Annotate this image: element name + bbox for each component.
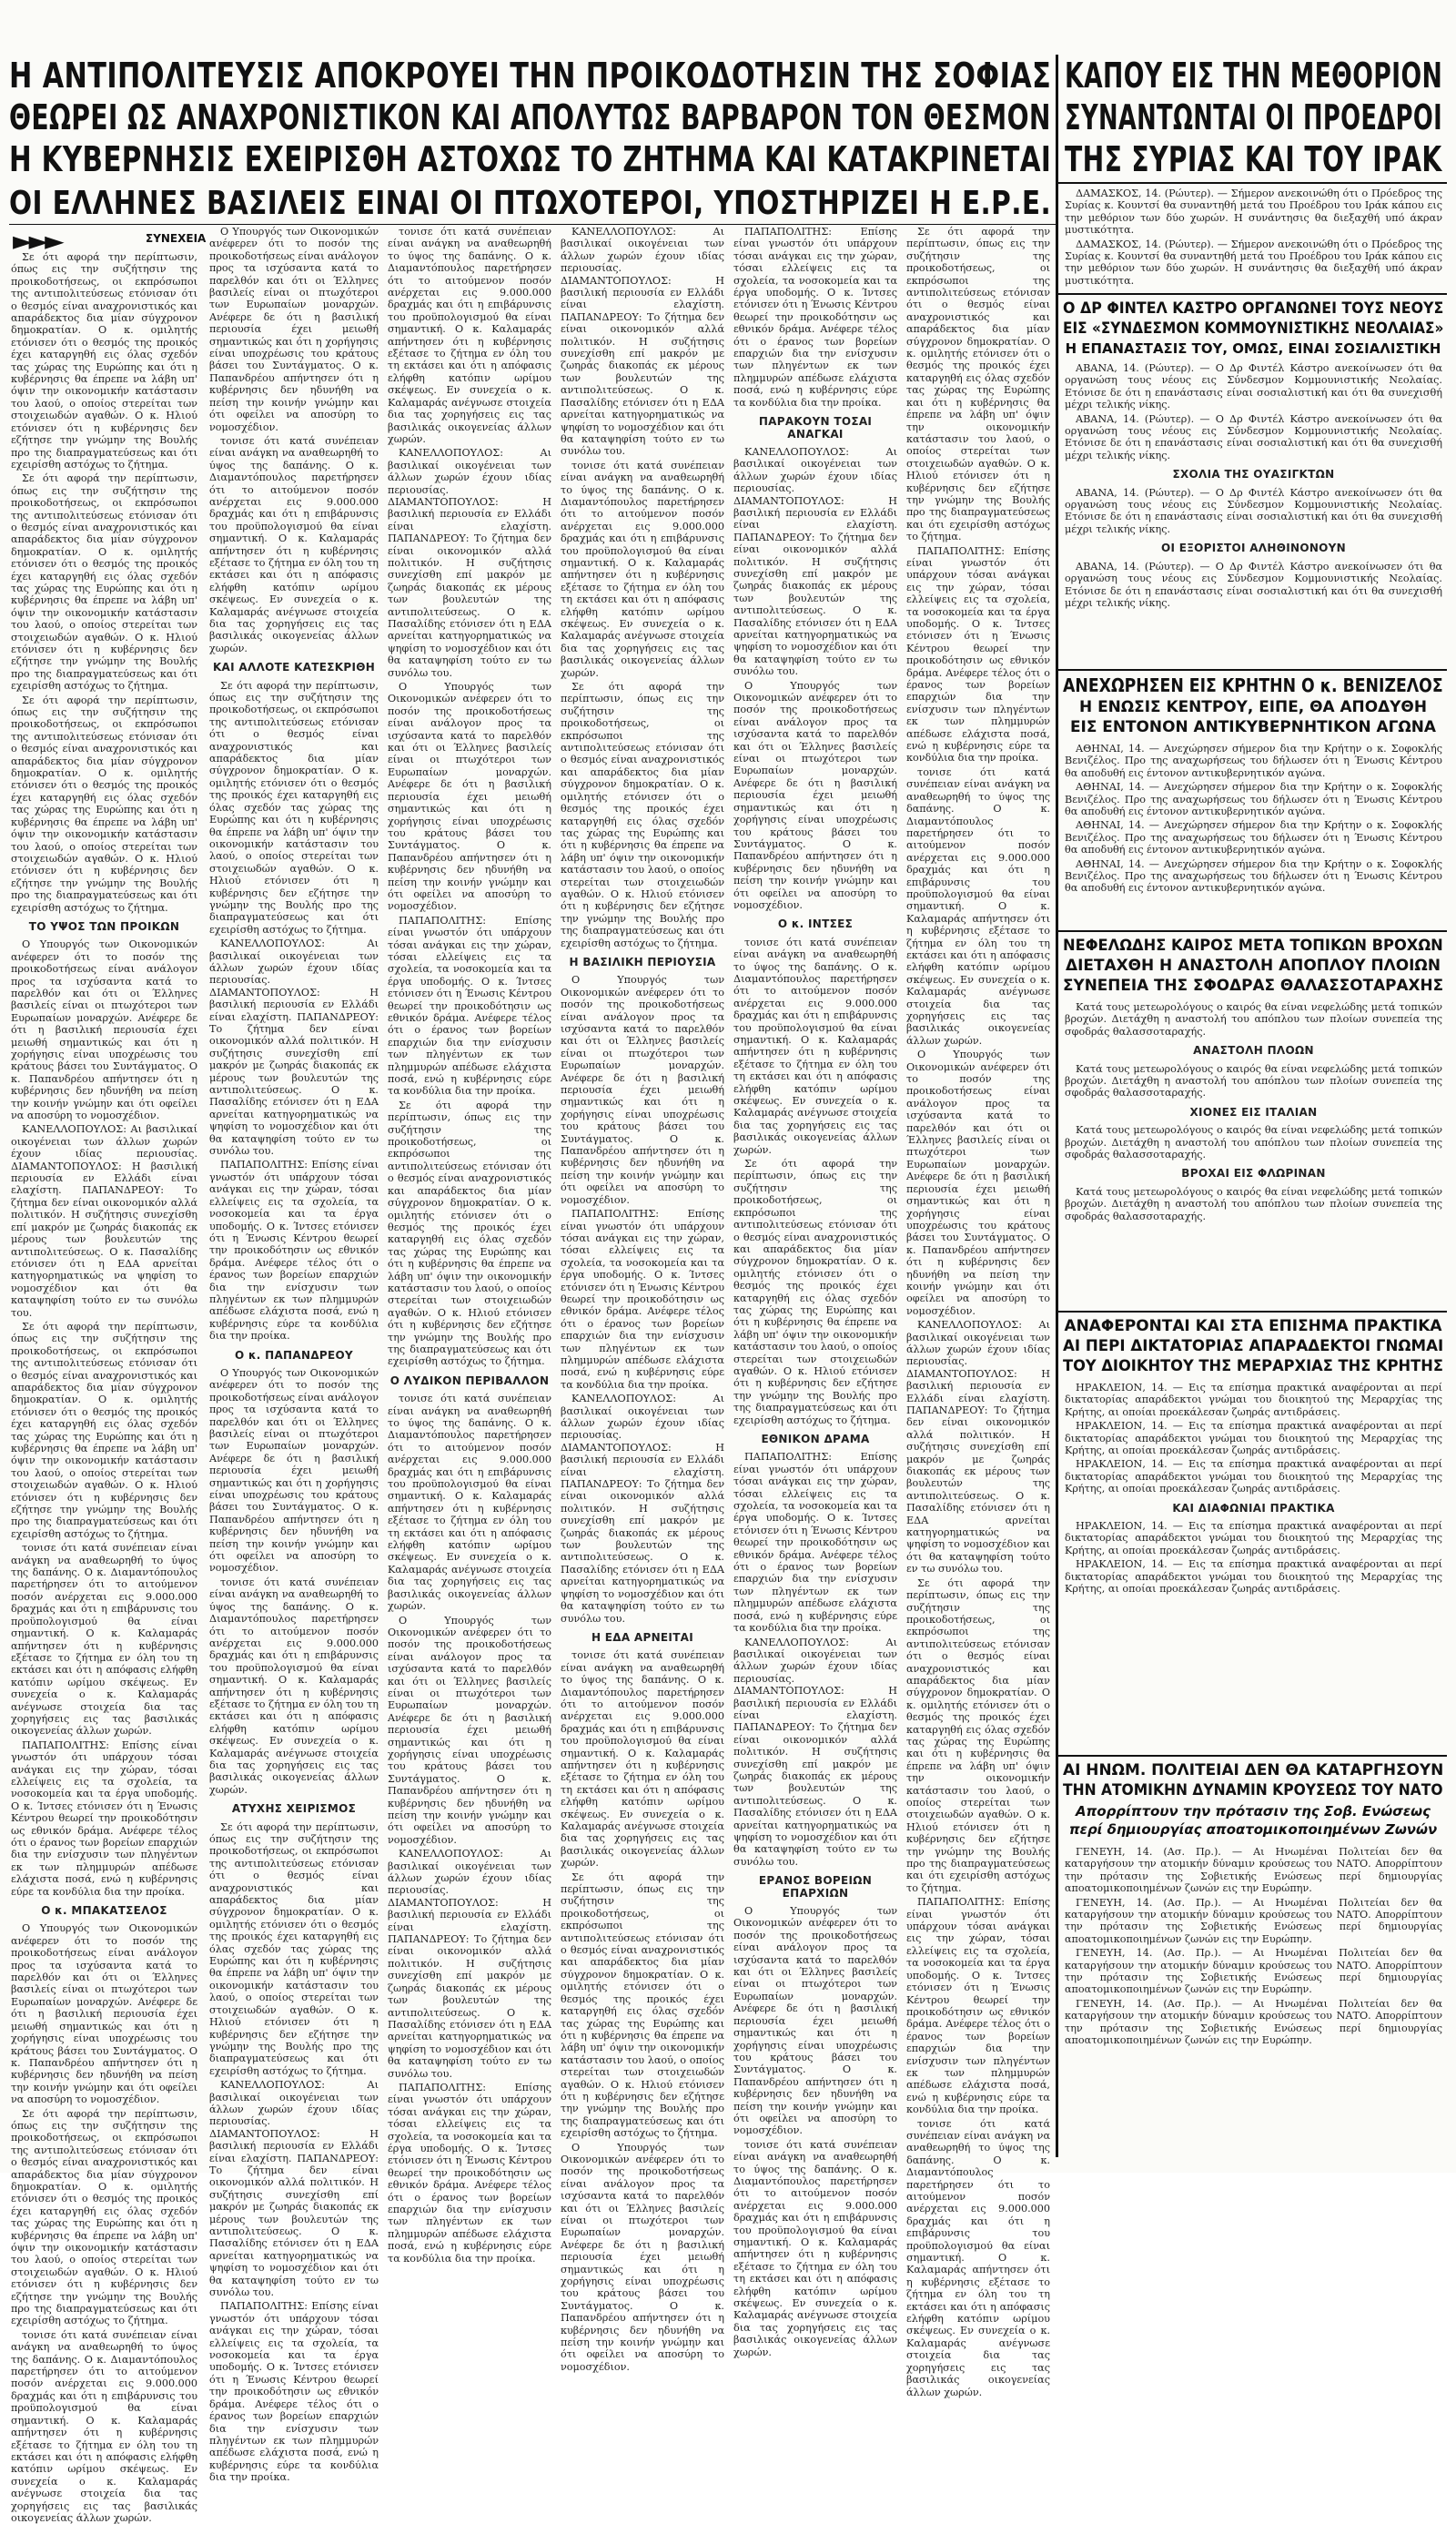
body-text: ΚΑΝΕΛΛΟΠΟΥΛΟΣ: Αι βασιλικαί οικογένειαι των άλλων χωρών έχουν ιδίας περιουσίας. ΔΙΑΜΑΝΤΟΠΟΥΛΟΣ: Η βασιλική περιουσία εν Ελλάδι είναι ελαχίστη. ΠΑΠΑΝΔΡΕΟΥ: Το ζήτημα δεν είναι οικονομικόν αλλά πολιτικόν. Η συζήτησις συνεχίσθη επί μακρόν με ζωηράς διακοπάς εκ μέρους των βουλευτών της αντιπολιτεύσεως. Ο κ. Πασαλίδης ετόνισεν ότι η ΕΔΑ αρνείται κατηγορηματικώς να ψηφίση το νομοσχέδιον και ότι θα καταψηφίση τούτο εν τω συνόλω του. — [209, 938, 379, 1158]
body-text: Ο Υπουργός των Οικονομικών ανέφερεν ότι το ποσόν της προικοδοτήσεως είναι ανάλογον προς τα ισχύσαντα κατά το παρελθόν και ότι οι Έλληνες βασιλείς είναι οι πτωχότεροι των Ευρωπαίων μοναρχών. Ανέφερε δε ότι η βασιλική περιουσία έχει μειωθή σημαντικώς και ότι η χορήγησις είναι υποχρέωσις του κράτους βάσει του Συντάγματος. Ο κ. Παπανδρέου απήντησεν ότι η κυβέρνησις δεν ηδυνήθη να πείση την κοινήν γνώμην και ότι οφείλει να αποσύρη το νομοσχέδιον. — [561, 974, 724, 1206]
body-text: ΠΑΠΑΠΟΛΙΤΗΣ: Επίσης είναι γνωστόν ότι υπάρχουν τόσαι ανάγκαι εις την χώραν, τόσαι ελλείψεις εις τα σχολεία, τα νοσοκομεία και τα έργα υποδομής. Ο κ. Ίντσες ετόνισεν ότι η Ένωσις Κέντρου θεωρεί την προικοδότησιν ως εθνικόν δράμα. Ανέφερε τέλος ότι ο έρανος των βορείων επαρχιών δια την ενίσχυσιν των πληγέντων εκ των πλημμυρών απέδωσε ελάχιστα ποσά, ενώ η κυβέρνησις εύρε τα κονδύλια δια την προίκα. — [733, 1451, 897, 1635]
subheading: Ο ΛΥΔΙΚΟΝ ΠΕΡΙΒΑΛΛΟΝ — [389, 1374, 550, 1387]
body-text: τονισε ότι κατά συνέπειαν είναι ανάγκη να αναθεωρηθή το ύψος της δαπάνης. Ο κ. Διαμαντόπουλος παρετήρησεν ότι το αιτούμενον ποσόν ανέρχεται εις 9.000.000 δραχμάς και ότι η επιβάρυνσις του προϋπολογισμού θα είναι σημαντική. Ο κ. Καλαμαράς απήντησεν ότι η κυβέρνησις εξέτασε το ζήτημα εν όλη του τη εκτάσει και ότι η απόφασις ελήφθη κατόπιν ωρίμου σκέψεως. Εν συνεχεία ο κ. Καλαμαράς ανέγνωσε στοιχεία δια τας χορηγήσεις εις τας βασιλικάς οικογενείας άλλων χωρών. — [11, 2328, 197, 2524]
body-text: Σε ότι αφορά την περίπτωσιν, όπως εις την συζήτησιν της προικοδοτήσεως, οι εκπρόσωποι της αντιπολιτεύσεως ετόνισαν ότι ο θεσμός είναι αναχρονιστικός και απαράδεκτος δια μίαν σύγχρονον δημοκρατίαν. Ο κ. ομιλητής ετόνισεν ότι ο θεσμός της προικός έχει καταργηθή εις όλας σχεδόν τας χώρας της Ευρώπης και ότι η κυβέρνησις θα έπρεπε να λάβη υπ' όψιν την οικονομικήν κατάστασιν του λαού, ο οποίος στερείται των στοιχειωδών αγαθών. Ο κ. Ηλιού ετόνισεν ότι η κυβέρνησις δεν εζήτησε την γνώμην της Βουλής προ της διαπραγματεύσεως και ότι εχειρίσθη αστόχως το ζήτημα. — [388, 1099, 551, 1368]
subheading: ΠΑΡΑΚΟΥΝ ΤΟΣΑΙ ΑΝΑΓΚΑΙ — [758, 415, 873, 441]
headline-right-1: ΚΑΠΟΥ ΕΙΣ ΤΗΝ ΜΕΘΟΡΙΟΝ — [1065, 56, 1443, 96]
body-text: τονισε ότι κατά συνέπειαν είναι ανάγκη να αναθεωρηθή το ύψος της δαπάνης. Ο κ. Διαμαντόπουλος παρετήρησεν ότι το αιτούμενον ποσόν ανέρχεται εις 9.000.000 δραχμάς και ότι η επιβάρυνσις του προϋπολογισμού θα είναι σημαντική. Ο κ. Καλαμαράς απήντησεν ότι η κυβέρνησις εξέτασε το ζήτημα εν όλη του τη εκτάσει και ότι η απόφασις ελήφθη κατόπιν ωρίμου σκέψεως. Εν συνεχεία ο κ. Καλαμαράς ανέγνωσε στοιχεία δια τας χορηγήσεις εις τας βασιλικάς οικογενείας άλλων χωρών. — [733, 2138, 897, 2358]
article-column-2 — [209, 226, 379, 2484]
body-text: ΠΑΠΑΠΟΛΙΤΗΣ: Επίσης είναι γνωστόν ότι υπάρχουν τόσαι ανάγκαι εις την χώραν, τόσαι ελλείψεις εις τα σχολεία, τα νοσοκομεία και τα έργα υποδομής. Ο κ. Ίντσες ετόνισεν ότι η Ένωσις Κέντρου θεωρεί την προικοδότησιν ως εθνικόν δράμα. Ανέφερε τέλος ότι ο έρανος των βορείων επαρχιών δια την ενίσχυσιν των πληγέντων εκ των πλημμυρών απέδωσε ελάχιστα ποσά, ενώ η κυβέρνησις εύρε τα κονδύλια δια την προίκα. — [561, 1208, 724, 1391]
body-text: ΓΕΝΕΥΗ, 14. (Ασ. Πρ.). — Αι Ηνωμέναι Πολιτείαι δεν θα καταργήσουν την ατομικήν δύναμιν κρούσεως του ΝΑΤΟ. Απορρίπτουν την πρότασιν της Σοβιετικής Ενώσεως περί δημιουργίας αποατομικοποιημένων ζωνών εις την Ευρώπην. — [1065, 1896, 1442, 1945]
body-text: Σε ότι αφορά την περίπτωσιν, όπως εις την συζήτησιν της προικοδοτήσεως, οι εκπρόσωποι της αντιπολιτεύσεως ετόνισαν ότι ο θεσμός είναι αναχρονιστικός και απαράδεκτος δια μίαν σύγχρονον δημοκρατίαν. Ο κ. ομιλητής ετόνισεν ότι ο θεσμός της προικός έχει καταργηθή εις όλας σχεδόν τας χώρας της Ευρώπης και ότι η κυβέρνησις θα έπρεπε να λάβη υπ' όψιν την οικονομικήν κατάστασιν του λαού, ο οποίος στερείται των στοιχειωδών αγαθών. Ο κ. Ηλιού ετόνισεν ότι η κυβέρνησις δεν εζήτησε την γνώμην της Βουλής προ της διαπραγματεύσεως και ότι εχειρίσθη αστόχως το ζήτημα. — [561, 681, 724, 949]
body-text: Σε ότι αφορά την περίπτωσιν, όπως εις την συζήτησιν της προικοδοτήσεως, οι εκπρόσωποι της αντιπολιτεύσεως ετόνισαν ότι ο θεσμός είναι αναχρονιστικός και απαράδεκτος δια μίαν σύγχρονον δημοκρατίαν. Ο κ. ομιλητής ετόνισεν ότι ο θεσμός της προικός έχει καταργηθή εις όλας σχεδόν τας χώρας της Ευρώπης και ότι η κυβέρνησις θα έπρεπε να λάβη υπ' όψιν την οικονομικήν κατάστασιν του λαού, ο οποίος στερείται των στοιχειωδών αγαθών. Ο κ. Ηλιού ετόνισεν ότι η κυβέρνησις δεν εζήτησε την γνώμην της Βουλής προ της διαπραγματεύσεως και ότι εχειρίσθη αστόχως το ζήτημα. — [11, 694, 197, 914]
body-text: ΚΑΝΕΛΛΟΠΟΥΛΟΣ: Αι βασιλικαί οικογένειαι των άλλων χωρών έχουν ιδίας περιουσίας. ΔΙΑΜΑΝΤΟΠΟΥΛΟΣ: Η βασιλική περιουσία εν Ελλάδι είναι ελαχίστη. ΠΑΠΑΝΔΡΕΟΥ: Το ζήτημα δεν είναι οικονομικόν αλλά πολιτικόν. Η συζήτησις συνεχίσθη επί μακρόν με ζωηράς διακοπάς εκ μέρους των βουλευτών της αντιπολιτεύσεως. Ο κ. Πασαλίδης ετόνισεν ότι η ΕΔΑ αρνείται κατηγορηματικώς να ψηφίση το νομοσχέδιον και ότι θα καταψηφίση τούτο εν τω συνόλω του. — [733, 1636, 897, 1868]
body-text: Κατά τους μετεωρολόγους ο καιρός θα είναι νεφελώδης μετά τοπικών βροχών. Διετάχθη η αναστολή του απόπλου των πλοίων συνεπεία της σφοδράς θαλασσοταραχής. — [1065, 1062, 1442, 1100]
body-text: Σε ότι αφορά την περίπτωσιν, όπως εις την συζήτησιν της προικοδοτήσεως, οι εκπρόσωποι της αντιπολιτεύσεως ετόνισαν ότι ο θεσμός είναι αναχρονιστικός και απαράδεκτος δια μίαν σύγχρονον δημοκρατίαν. Ο κ. ομιλητής ετόνισεν ότι ο θεσμός της προικός έχει καταργηθή εις όλας σχεδόν τας χώρας της Ευρώπης και ότι η κυβέρνησις θα έπρεπε να λάβη υπ' όψιν την οικονομικήν κατάστασιν του λαού, ο οποίος στερείται των στοιχειωδών αγαθών. Ο κ. Ηλιού ετόνισεν ότι η κυβέρνησις δεν εζήτησε την γνώμην της Βουλής προ της διαπραγματεύσεως και ότι εχειρίσθη αστόχως το ζήτημα. — [906, 226, 1050, 543]
subheading: ΤΟ ΥΨΟΣ ΤΩΝ ΠΡΟΙΚΩΝ — [28, 919, 180, 933]
body-text: Σε ότι αφορά την περίπτωσιν, όπως εις την συζήτησιν της προικοδοτήσεως, οι εκπρόσωποι της αντιπολιτεύσεως ετόνισαν ότι ο θεσμός είναι αναχρονιστικός και απαράδεκτος δια μίαν σύγχρονον δημοκρατίαν. Ο κ. ομιλητής ετόνισεν ότι ο θεσμός της προικός έχει καταργηθή εις όλας σχεδόν τας χώρας της Ευρώπης και ότι η κυβέρνησις θα έπρεπε να λάβη υπ' όψιν την οικονομικήν κατάστασιν του λαού, ο οποίος στερείται των στοιχειωδών αγαθών. Ο κ. Ηλιού ετόνισεν ότι η κυβέρνησις δεν εζήτησε την γνώμην της Βουλής προ της διαπραγματεύσεως και ότι εχειρίσθη αστόχως το ζήτημα. — [906, 1576, 1050, 1894]
body-text: ΚΑΝΕΛΛΟΠΟΥΛΟΣ: Αι βασιλικαί οικογένειαι των άλλων χωρών έχουν ιδίας περιουσίας. ΔΙΑΜΑΝΤΟΠΟΥΛΟΣ: Η βασιλική περιουσία εν Ελλάδι είναι ελαχίστη. ΠΑΠΑΝΔΡΕΟΥ: Το ζήτημα δεν είναι οικονομικόν αλλά πολιτικόν. Η συζήτησις συνεχίσθη επί μακρόν με ζωηράς διακοπάς εκ μέρους των βουλευτών της αντιπολιτεύσεως. Ο κ. Πασαλίδης ετόνισεν ότι η ΕΔΑ αρνείται κατηγορηματικώς να ψηφίση το νομοσχέδιον και ότι θα καταψηφίση τούτο εν τω συνόλω του. — [561, 226, 724, 458]
subheading: ΑΤΥΧΗΣ ΧΕΙΡΙΣΜΟΣ — [231, 1802, 357, 1816]
body-text: Σε ότι αφορά την περίπτωσιν, όπως εις την συζήτησιν της προικοδοτήσεως, οι εκπρόσωποι της αντιπολιτεύσεως ετόνισαν ότι ο θεσμός είναι αναχρονιστικός και απαράδεκτος δια μίαν σύγχρονον δημοκρατίαν. Ο κ. ομιλητής ετόνισεν ότι ο θεσμός της προικός έχει καταργηθή εις όλας σχεδόν τας χώρας της Ευρώπης και ότι η κυβέρνησις θα έπρεπε να λάβη υπ' όψιν την οικονομικήν κατάστασιν του λαού, ο οποίος στερείται των στοιχειωδών αγαθών. Ο κ. Ηλιού ετόνισεν ότι η κυβέρνησις δεν εζήτησε την γνώμην της Βουλής προ της διαπραγματεύσεως και ότι εχειρίσθη αστόχως το ζήτημα. — [11, 1320, 197, 1540]
body-text: Ο Υπουργός των Οικονομικών ανέφερεν ότι το ποσόν της προικοδοτήσεως είναι ανάλογον προς τα ισχύσαντα κατά το παρελθόν και ότι οι Έλληνες βασιλείς είναι οι πτωχότεροι των Ευρωπαίων μοναρχών. Ανέφερε δε ότι η βασιλική περιουσία έχει μειωθή σημαντικώς και ότι η χορήγησις είναι υποχρέωσις του κράτους βάσει του Συντάγματος. Ο κ. Παπανδρέου απήντησεν ότι η κυβέρνησις δεν ηδυνήθη να πείση την κοινήν γνώμην και ότι οφείλει να αποσύρη το νομοσχέδιον. — [388, 681, 551, 913]
venizelos-headline-2: Η ΕΝΩΣΙΣ ΚΕΝΤΡΟΥ, ΕΙΠΕ, ΘΑ ΑΠΟΔΥΘΗ — [1079, 698, 1427, 716]
body-text: ΑΘΗΝΑΙ, 14. — Ανεχώρησεν σήμερον δια την Κρήτην ο κ. Σοφοκλής Βενιζέλος. Προ της αναχωρήσεως του δήλωσεν ότι η Ένωσις Κέντρου θα αποδυθή εις έντονον αντικυβερνητικόν αγώνα. — [1065, 781, 1442, 818]
article-column-1 — [11, 251, 197, 2524]
body-text: ΚΑΝΕΛΛΟΠΟΥΛΟΣ: Αι βασιλικαί οικογένειαι των άλλων χωρών έχουν ιδίας περιουσίας. ΔΙΑΜΑΝΤΟΠΟΥΛΟΣ: Η βασιλική περιουσία εν Ελλάδι είναι ελαχίστη. ΠΑΠΑΝΔΡΕΟΥ: Το ζήτημα δεν είναι οικονομικόν αλλά πολιτικόν. Η συζήτησις συνεχίσθη επί μακρόν με ζωηράς διακοπάς εκ μέρους των βουλευτών της αντιπολιτεύσεως. Ο κ. Πασαλίδης ετόνισεν ότι η ΕΔΑ αρνείται κατηγορηματικώς να ψηφίση το νομοσχέδιον και ότι θα καταψηφίση τούτο εν τω συνόλω του. — [733, 445, 897, 678]
rule — [1058, 1311, 1447, 1313]
castro-headline-2: ΕΙΣ «ΣΥΝΔΕΣΜΟΝ ΚΟΜΜΟΥΝΙΣΤΙΚΗΣ ΝΕΟΛΑΙΑΣ» — [1063, 319, 1444, 338]
body-text: ΑΘΗΝΑΙ, 14. — Ανεχώρησεν σήμερον δια την Κρήτην ο κ. Σοφοκλής Βενιζέλος. Προ της αναχωρήσεως του δήλωσεν ότι η Ένωσις Κέντρου θα αποδυθή εις έντονον αντικυβερνητικόν αγώνα. — [1065, 857, 1442, 895]
body-text: Κατά τους μετεωρολόγους ο καιρός θα είναι νεφελώδης μετά τοπικών βροχών. Διετάχθη η αναστολή του απόπλου των πλοίων συνεπεία της σφοδράς θαλασσοταραχής. — [1065, 1001, 1442, 1038]
headline-3: Η ΚΥΒΕΡΝΗΣΙΣ ΕΧΕΙΡΙΣΘΗ ΑΣΤΟΧΩΣ ΤΟ ΖΗΤΗΜΑ ΚΑΙ ΚΑΤΑΚΡΙΝΕΤΑΙ — [9, 139, 1052, 179]
castro-story — [1065, 362, 1442, 663]
body-text: τονισε ότι κατά συνέπειαν είναι ανάγκη να αναθεωρηθή το ύψος της δαπάνης. Ο κ. Διαμαντόπουλος παρετήρησεν ότι το αιτούμενον ποσόν ανέρχεται εις 9.000.000 δραχμάς και ότι η επιβάρυνσις του προϋπολογισμού θα είναι σημαντική. Ο κ. Καλαμαράς απήντησεν ότι η κυβέρνησις εξέτασε το ζήτημα εν όλη του τη εκτάσει και ότι η απόφασις ελήφθη κατόπιν ωρίμου σκέψεως. Εν συνεχεία ο κ. Καλαμαράς ανέγνωσε στοιχεία δια τας χορηγήσεις εις τας βασιλικάς οικογενείας άλλων χωρών. — [11, 1542, 197, 1738]
body-text: Κατά τους μετεωρολόγους ο καιρός θα είναι νεφελώδης μετά τοπικών βροχών. Διετάχθη η αναστολή του απόπλου των πλοίων συνεπεία της σφοδράς θαλασσοταραχής. — [1065, 1185, 1442, 1222]
rule — [1058, 182, 1447, 184]
subheading: Ο κ. ΙΝΤΣΕΣ — [777, 917, 854, 931]
headline-right-3: ΤΗΣ ΣΥΡΙΑΣ ΚΑΙ ΤΟΥ ΙΡΑΚ — [1065, 139, 1442, 179]
subheading: ΒΡΟΧΑΙ ΕΙΣ ΦΛΩΡΙΝΑΝ — [1181, 1167, 1326, 1181]
body-text: ΠΑΠΑΠΟΛΙΤΗΣ: Επίσης είναι γνωστόν ότι υπάρχουν τόσαι ανάγκαι εις την χώραν, τόσαι ελλείψεις εις τα σχολεία, τα νοσοκομεία και τα έργα υποδομής. Ο κ. Ίντσες ετόνισεν ότι η Ένωσις Κέντρου θεωρεί την προικοδότησιν ως εθνικόν δράμα. Ανέφερε τέλος ότι ο έρανος των βορείων επαρχιών δια την ενίσχυσιν των πληγέντων εκ των πλημμυρών απέδωσε ελάχιστα ποσά, ενώ η κυβέρνησις εύρε τα κονδύλια δια την προίκα. — [209, 1159, 379, 1343]
body-text: ΑΒΑΝΑ, 14. (Ρώυτερ). — Ο Δρ Φιντέλ Κάστρο ανεκοίνωσεν ότι θα οργανώση τους νέους εις Σύνδεσμον Κομμουνιστικής Νεολαίας. Ετόνισε δε ότι η επανάστασις είναι σοσιαλιστική και ότι θα συνεχισθή μέχρι τελικής νίκης. — [1065, 362, 1442, 411]
body-text: Σε ότι αφορά την περίπτωσιν, όπως εις την συζήτησιν της προικοδοτήσεως, οι εκπρόσωποι της αντιπολιτεύσεως ετόνισαν ότι ο θεσμός είναι αναχρονιστικός και απαράδεκτος δια μίαν σύγχρονον δημοκρατίαν. Ο κ. ομιλητής ετόνισεν ότι ο θεσμός της προικός έχει καταργηθή εις όλας σχεδόν τας χώρας της Ευρώπης και ότι η κυβέρνησις θα έπρεπε να λάβη υπ' όψιν την οικονομικήν κατάστασιν του λαού, ο οποίος στερείται των στοιχειωδών αγαθών. Ο κ. Ηλιού ετόνισεν ότι η κυβέρνησις δεν εζήτησε την γνώμην της Βουλής προ της διαπραγματεύσεως και ότι εχειρίσθη αστόχως το ζήτημα. — [11, 251, 197, 471]
body-text: Ο Υπουργός των Οικονομικών ανέφερεν ότι το ποσόν της προικοδοτήσεως είναι ανάλογον προς τα ισχύσαντα κατά το παρελθόν και ότι οι Έλληνες βασιλείς είναι οι πτωχότεροι των Ευρωπαίων μοναρχών. Ανέφερε δε ότι η βασιλική περιουσία έχει μειωθή σημαντικώς και ότι η χορήγησις είναι υποχρέωσις του κράτους βάσει του Συντάγματος. Ο κ. Παπανδρέου απήντησεν ότι η κυβέρνησις δεν ηδυνήθη να πείση την κοινήν γνώμην και ότι οφείλει να αποσύρη το νομοσχέδιον. — [388, 1614, 551, 1846]
venizelos-story — [1065, 743, 1442, 925]
castro-headline-3: Η ΕΠΑΝΑΣΤΑΣΙΣ ΤΟΥ, ΟΜΩΣ, ΕΙΝΑΙ ΣΟΣΙΑΛΙΣΤΙΚΗ — [1065, 340, 1441, 357]
body-text: ΠΑΠΑΠΟΛΙΤΗΣ: Επίσης είναι γνωστόν ότι υπάρχουν τόσαι ανάγκαι εις την χώραν, τόσαι ελλείψεις εις τα σχολεία, τα νοσοκομεία και τα έργα υποδομής. Ο κ. Ίντσες ετόνισεν ότι η Ένωσις Κέντρου θεωρεί την προικοδότησιν ως εθνικόν δράμα. Ανέφερε τέλος ότι ο έρανος των βορείων επαρχιών δια την ενίσχυσιν των πληγέντων εκ των πλημμυρών απέδωσε ελάχιστα ποσά, ενώ η κυβέρνησις εύρε τα κονδύλια δια την προίκα. — [388, 914, 551, 1098]
crete-headline-1: ΑΝΑΦΕΡΟΝΤΑΙ ΚΑΙ ΣΤΑ ΕΠΙΣΗΜΑ ΠΡΑΚΤΙΚΑ — [1064, 1317, 1442, 1335]
subheading: ΑΝΑΣΤΟΛΗ ΠΛΟΩΝ — [1193, 1044, 1314, 1058]
subheading: ΧΙΟΝΕΣ ΕΙΣ ΙΤΑΛΙΑΝ — [1189, 1105, 1318, 1119]
body-text: Κατά τους μετεωρολόγους ο καιρός θα είναι νεφελώδης μετά τοπικών βροχών. Διετάχθη η αναστολή του απόπλου των πλοίων συνεπεία της σφοδράς θαλασσοταραχής. — [1065, 1124, 1442, 1161]
body-text: ΗΡΑΚΛΕΙΟΝ, 14. — Εις τα επίσημα πρακτικά αναφέρονται αι περί δικτατορίας απαράδεκτοι γνώμαι του διοικητού της Μεραρχίας της Κρήτης, αι οποίαι προεκάλεσαν ζωηράς αντιδράσεις. — [1065, 1558, 1442, 1596]
article-column-4 — [561, 226, 724, 2373]
body-text: ΠΑΠΑΠΟΛΙΤΗΣ: Επίσης είναι γνωστόν ότι υπάρχουν τόσαι ανάγκαι εις την χώραν, τόσαι ελλείψεις εις τα σχολεία, τα νοσοκομεία και τα έργα υποδομής. Ο κ. Ίντσες ετόνισεν ότι η Ένωσις Κέντρου θεωρεί την προικοδότησιν ως εθνικόν δράμα. Ανέφερε τέλος ότι ο έρανος των βορείων επαρχιών δια την ενίσχυσιν των πληγέντων εκ των πλημμυρών απέδωσε ελάχιστα ποσά, ενώ η κυβέρνησις εύρε τα κονδύλια δια την προίκα. — [906, 1896, 1050, 2116]
rule — [1058, 293, 1447, 295]
body-text: ΚΑΝΕΛΛΟΠΟΥΛΟΣ: Αι βασιλικαί οικογένειαι των άλλων χωρών έχουν ιδίας περιουσίας. ΔΙΑΜΑΝΤΟΠΟΥΛΟΣ: Η βασιλική περιουσία εν Ελλάδι είναι ελαχίστη. ΠΑΠΑΝΔΡΕΟΥ: Το ζήτημα δεν είναι οικονομικόν αλλά πολιτικόν. Η συζήτησις συνεχίσθη επί μακρόν με ζωηράς διακοπάς εκ μέρους των βουλευτών της αντιπολιτεύσεως. Ο κ. Πασαλίδης ετόνισεν ότι η ΕΔΑ αρνείται κατηγορηματικώς να ψηφίση το νομοσχέδιον και ότι θα καταψηφίση τούτο εν τω συνόλω του. — [209, 2079, 379, 2299]
body-text: Ο Υπουργός των Οικονομικών ανέφερεν ότι το ποσόν της προικοδοτήσεως είναι ανάλογον προς τα ισχύσαντα κατά το παρελθόν και ότι οι Έλληνες βασιλείς είναι οι πτωχότεροι των Ευρωπαίων μοναρχών. Ανέφερε δε ότι η βασιλική περιουσία έχει μειωθή σημαντικώς και ότι η χορήγησις είναι υποχρέωσις του κράτους βάσει του Συντάγματος. Ο κ. Παπανδρέου απήντησεν ότι η κυβέρνησις δεν ηδυνήθη να πείση την κοινήν γνώμην και ότι οφείλει να αποσύρη το νομοσχέδιον. — [561, 2141, 724, 2373]
body-text: ΑΘΗΝΑΙ, 14. — Ανεχώρησεν σήμερον δια την Κρήτην ο κ. Σοφοκλής Βενιζέλος. Προ της αναχωρήσεως του δήλωσεν ότι η Ένωσις Κέντρου θα αποδυθή εις έντονον αντικυβερνητικόν αγώνα. — [1065, 743, 1442, 779]
body-text: Σε ότι αφορά την περίπτωσιν, όπως εις την συζήτησιν της προικοδοτήσεως, οι εκπρόσωποι της αντιπολιτεύσεως ετόνισαν ότι ο θεσμός είναι αναχρονιστικός και απαράδεκτος δια μίαν σύγχρονον δημοκρατίαν. Ο κ. ομιλητής ετόνισεν ότι ο θεσμός της προικός έχει καταργηθή εις όλας σχεδόν τας χώρας της Ευρώπης και ότι η κυβέρνησις θα έπρεπε να λάβη υπ' όψιν την οικονομικήν κατάστασιν του λαού, ο οποίος στερείται των στοιχειωδών αγαθών. Ο κ. Ηλιού ετόνισεν ότι η κυβέρνησις δεν εζήτησε την γνώμην της Βουλής προ της διαπραγματεύσεως και ότι εχειρίσθη αστόχως το ζήτημα. — [209, 679, 379, 936]
body-text: ΚΑΝΕΛΛΟΠΟΥΛΟΣ: Αι βασιλικαί οικογένειαι των άλλων χωρών έχουν ιδίας περιουσίας. ΔΙΑΜΑΝΤΟΠΟΥΛΟΣ: Η βασιλική περιουσία εν Ελλάδι είναι ελαχίστη. ΠΑΠΑΝΔΡΕΟΥ: Το ζήτημα δεν είναι οικονομικόν αλλά πολιτικόν. Η συζήτησις συνεχίσθη επί μακρόν με ζωηράς διακοπάς εκ μέρους των βουλευτών της αντιπολιτεύσεως. Ο κ. Πασαλίδης ετόνισεν ότι η ΕΔΑ αρνείται κατηγορηματικώς να ψηφίση το νομοσχέδιον και ότι θα καταψηφίση τούτο εν τω συνόλω του. — [906, 1319, 1050, 1576]
syria-story — [1065, 188, 1442, 288]
body-text: Σε ότι αφορά την περίπτωσιν, όπως εις την συζήτησιν της προικοδοτήσεως, οι εκπρόσωποι της αντιπολιτεύσεως ετόνισαν ότι ο θεσμός είναι αναχρονιστικός και απαράδεκτος δια μίαν σύγχρονον δημοκρατίαν. Ο κ. ομιλητής ετόνισεν ότι ο θεσμός της προικός έχει καταργηθή εις όλας σχεδόν τας χώρας της Ευρώπης και ότι η κυβέρνησις θα έπρεπε να λάβη υπ' όψιν την οικονομικήν κατάστασιν του λαού, ο οποίος στερείται των στοιχειωδών αγαθών. Ο κ. Ηλιού ετόνισεν ότι η κυβέρνησις δεν εζήτησε την γνώμην της Βουλής προ της διαπραγματεύσεως και ότι εχειρίσθη αστόχως το ζήτημα. — [561, 1870, 724, 2140]
nato-headline-3: Απορρίπτουν την πρότασιν της Σοβ. Ενώσεως — [1075, 1803, 1431, 1820]
rule — [1058, 930, 1447, 932]
venizelos-headline-1: ΑΝΕΧΩΡΗΣΕΝ ΕΙΣ ΚΡΗΤΗΝ Ο κ. ΒΕΝΙΖΕΛΟΣ — [1063, 674, 1443, 696]
body-text: Ο Υπουργός των Οικονομικών ανέφερεν ότι το ποσόν της προικοδοτήσεως είναι ανάλογον προς τα ισχύσαντα κατά το παρελθόν και ότι οι Έλληνες βασιλείς είναι οι πτωχότεροι των Ευρωπαίων μοναρχών. Ανέφερε δε ότι η βασιλική περιουσία έχει μειωθή σημαντικώς και ότι η χορήγησις είναι υποχρέωσις του κράτους βάσει του Συντάγματος. Ο κ. Παπανδρέου απήντησεν ότι η κυβέρνησις δεν ηδυνήθη να πείση την κοινήν γνώμην και ότι οφείλει να αποσύρη το νομοσχέδιον. — [11, 938, 197, 1122]
nato-story — [1065, 1846, 1442, 2155]
nato-headline-2: ΤΗΝ ΑΤΟΜΙΚΗΝ ΔΥΝΑΜΙΝ ΚΡΟΥΣΕΩΣ ΤΟΥ ΝΑΤΟ — [1063, 1781, 1443, 1799]
body-text: ΠΑΠΑΠΟΛΙΤΗΣ: Επίσης είναι γνωστόν ότι υπάρχουν τόσαι ανάγκαι εις την χώραν, τόσαι ελλείψεις εις τα σχολεία, τα νοσοκομεία και τα έργα υποδομής. Ο κ. Ίντσες ετόνισεν ότι η Ένωσις Κέντρου θεωρεί την προικοδότησιν ως εθνικόν δράμα. Ανέφερε τέλος ότι ο έρανος των βορείων επαρχιών δια την ενίσχυσιν των πληγέντων εκ των πλημμυρών απέδωσε ελάχιστα ποσά, ενώ η κυβέρνησις εύρε τα κονδύλια δια την προίκα. — [733, 226, 897, 409]
weather-headline-3: ΣΥΝΕΠΕΙΑ ΤΗΣ ΣΦΟΔΡΑΣ ΘΑΛΑΣΣΟΤΑΡΑΧΗΣ — [1063, 977, 1444, 995]
rule — [1058, 669, 1447, 671]
headline-2: ΘΕΩΡΕΙ ΩΣ ΑΝΑΧΡΟΝΙΣΤΙΚΟΝ ΚΑΙ ΑΠΟΛΥΤΩΣ ΒΑΡΒΑΡΟΝ ΤΟΝ ΘΕΣΜΟΝ — [9, 97, 1051, 137]
body-text: τονισε ότι κατά συνέπειαν είναι ανάγκη να αναθεωρηθή το ύψος της δαπάνης. Ο κ. Διαμαντόπουλος παρετήρησεν ότι το αιτούμενον ποσόν ανέρχεται εις 9.000.000 δραχμάς και ότι η επιβάρυνσις του προϋπολογισμού θα είναι σημαντική. Ο κ. Καλαμαράς απήντησεν ότι η κυβέρνησις εξέτασε το ζήτημα εν όλη του τη εκτάσει και ότι η απόφασις ελήφθη κατόπιν ωρίμου σκέψεως. Εν συνεχεία ο κ. Καλαμαράς ανέγνωσε στοιχεία δια τας χορηγήσεις εις τας βασιλικάς οικογενείας άλλων χωρών. — [209, 1576, 379, 1796]
column-divider — [1056, 55, 1058, 2157]
body-text: τονισε ότι κατά συνέπειαν είναι ανάγκη να αναθεωρηθή το ύψος της δαπάνης. Ο κ. Διαμαντόπουλος παρετήρησεν ότι το αιτούμενον ποσόν ανέρχεται εις 9.000.000 δραχμάς και ότι η επιβάρυνσις του προϋπολογισμού θα είναι σημαντική. Ο κ. Καλαμαράς απήντησεν ότι η κυβέρνησις εξέτασε το ζήτημα εν όλη του τη εκτάσει και ότι η απόφασις ελήφθη κατόπιν ωρίμου σκέψεως. Εν συνεχεία ο κ. Καλαμαράς ανέγνωσε στοιχεία δια τας χορηγήσεις εις τας βασιλικάς οικογενείας άλλων χωρών. — [733, 936, 897, 1156]
nato-headline-4: περί δημιουργίας αποατομικοποιημένων Ζωνών — [1068, 1821, 1438, 1838]
body-text: ΔΑΜΑΣΚΟΣ, 14. (Ρώυτερ). — Σήμερον ανεκοινώθη ότι ο Πρόεδρος της Συρίας κ. Κουντσί θα συναντηθή μετά του Προέδρου του Ιράκ κάπου εις την μεθόριον των δύο χωρών. Η συνάντησις θα διεξαχθή υπό άκραν μυστικότητα. — [1065, 238, 1442, 287]
subheading: ΚΑΙ ΔΙΑΦΩΝΙΑΙ ΠΡΑΚΤΙΚΑ — [1172, 1501, 1335, 1515]
article-column-3 — [388, 226, 551, 2265]
rule — [1058, 1755, 1447, 1757]
body-text: Σε ότι αφορά την περίπτωσιν, όπως εις την συζήτησιν της προικοδοτήσεως, οι εκπρόσωποι της αντιπολιτεύσεως ετόνισαν ότι ο θεσμός είναι αναχρονιστικός και απαράδεκτος δια μίαν σύγχρονον δημοκρατίαν. Ο κ. ομιλητής ετόνισεν ότι ο θεσμός της προικός έχει καταργηθή εις όλας σχεδόν τας χώρας της Ευρώπης και ότι η κυβέρνησις θα έπρεπε να λάβη υπ' όψιν την οικονομικήν κατάστασιν του λαού, ο οποίος στερείται των στοιχειωδών αγαθών. Ο κ. Ηλιού ετόνισεν ότι η κυβέρνησις δεν εζήτησε την γνώμην της Βουλής προ της διαπραγματεύσεως και ότι εχειρίσθη αστόχως το ζήτημα. — [11, 472, 197, 693]
body-text: Ο Υπουργός των Οικονομικών ανέφερεν ότι το ποσόν της προικοδοτήσεως είναι ανάλογον προς τα ισχύσαντα κατά το παρελθόν και ότι οι Έλληνες βασιλείς είναι οι πτωχότεροι των Ευρωπαίων μοναρχών. Ανέφερε δε ότι η βασιλική περιουσία έχει μειωθή σημαντικώς και ότι η χορήγησις είναι υποχρέωσις του κράτους βάσει του Συντάγματος. Ο κ. Παπανδρέου απήντησεν ότι η κυβέρνησις δεν ηδυνήθη να πείση την κοινήν γνώμην και ότι οφείλει να αποσύρη το νομοσχέδιον. — [11, 1922, 197, 2106]
subheading: ΕΡΑΝΟΣ ΒΟΡΕΙΩΝ ΕΠΑΡΧΙΩΝ — [758, 1874, 873, 1900]
body-text: ΑΘΗΝΑΙ, 14. — Ανεχώρησεν σήμερον δια την Κρήτην ο κ. Σοφοκλής Βενιζέλος. Προ της αναχωρήσεως του δήλωσεν ότι η Ένωσις Κέντρου θα αποδυθή εις έντονον αντικυβερνητικόν αγώνα. — [1065, 819, 1442, 857]
body-text: ΠΑΠΑΠΟΛΙΤΗΣ: Επίσης είναι γνωστόν ότι υπάρχουν τόσαι ανάγκαι εις την χώραν, τόσαι ελλείψεις εις τα σχολεία, τα νοσοκομεία και τα έργα υποδομής. Ο κ. Ίντσες ετόνισεν ότι η Ένωσις Κέντρου θεωρεί την προικοδότησιν ως εθνικόν δράμα. Ανέφερε τέλος ότι ο έρανος των βορείων επαρχιών δια την ενίσχυσιν των πληγέντων εκ των πλημμυρών απέδωσε ελάχιστα ποσά, ενώ η κυβέρνησις εύρε τα κονδύλια δια την προίκα. — [11, 1738, 197, 1898]
body-text: ΓΕΝΕΥΗ, 14. (Ασ. Πρ.). — Αι Ηνωμέναι Πολιτείαι δεν θα καταργήσουν την ατομικήν δύναμιν κρούσεως του ΝΑΤΟ. Απορρίπτουν την πρότασιν της Σοβιετικής Ενώσεως περί δημιουργίας αποατομικοποιημένων ζωνών εις την Ευρώπην. — [1065, 1997, 1442, 2047]
body-text: τονισε ότι κατά συνέπειαν είναι ανάγκη να αναθεωρηθή το ύψος της δαπάνης. Ο κ. Διαμαντόπουλος παρετήρησεν ότι το αιτούμενον ποσόν ανέρχεται εις 9.000.000 δραχμάς και ότι η επιβάρυνσις του προϋπολογισμού θα είναι σημαντική. Ο κ. Καλαμαράς απήντησεν ότι η κυβέρνησις εξέτασε το ζήτημα εν όλη του τη εκτάσει και ότι η απόφασις ελήφθη κατόπιν ωρίμου σκέψεως. Εν συνεχεία ο κ. Καλαμαράς ανέγνωσε στοιχεία δια τας χορηγήσεις εις τας βασιλικάς οικογενείας άλλων χωρών. — [209, 434, 379, 654]
crete-story — [1065, 1382, 1442, 1750]
body-text: ΚΑΝΕΛΛΟΠΟΥΛΟΣ: Αι βασιλικαί οικογένειαι των άλλων χωρών έχουν ιδίας περιουσίας. ΔΙΑΜΑΝΤΟΠΟΥΛΟΣ: Η βασιλική περιουσία εν Ελλάδι είναι ελαχίστη. ΠΑΠΑΝΔΡΕΟΥ: Το ζήτημα δεν είναι οικονομικόν αλλά πολιτικόν. Η συζήτησις συνεχίσθη επί μακρόν με ζωηράς διακοπάς εκ μέρους των βουλευτών της αντιπολιτεύσεως. Ο κ. Πασαλίδης ετόνισεν ότι η ΕΔΑ αρνείται κατηγορηματικώς να ψηφίση το νομοσχέδιον και ότι θα καταψηφίση τούτο εν τω συνόλω του. — [561, 1393, 724, 1625]
body-text: ΚΑΝΕΛΛΟΠΟΥΛΟΣ: Αι βασιλικαί οικογένειαι των άλλων χωρών έχουν ιδίας περιουσίας. ΔΙΑΜΑΝΤΟΠΟΥΛΟΣ: Η βασιλική περιουσία εν Ελλάδι είναι ελαχίστη. ΠΑΠΑΝΔΡΕΟΥ: Το ζήτημα δεν είναι οικονομικόν αλλά πολιτικόν. Η συζήτησις συνεχίσθη επί μακρόν με ζωηράς διακοπάς εκ μέρους των βουλευτών της αντιπολιτεύσεως. Ο κ. Πασαλίδης ετόνισεν ότι η ΕΔΑ αρνείται κατηγορηματικώς να ψηφίση το νομοσχέδιον και ότι θα καταψηφίση τούτο εν τω συνόλω του. — [11, 1123, 197, 1319]
body-text: Ο Υπουργός των Οικονομικών ανέφερεν ότι το ποσόν της προικοδοτήσεως είναι ανάλογον προς τα ισχύσαντα κατά το παρελθόν και ότι οι Έλληνες βασιλείς είναι οι πτωχότεροι των Ευρωπαίων μοναρχών. Ανέφερε δε ότι η βασιλική περιουσία έχει μειωθή σημαντικώς και ότι η χορήγησις είναι υποχρέωσις του κράτους βάσει του Συντάγματος. Ο κ. Παπανδρέου απήντησεν ότι η κυβέρνησις δεν ηδυνήθη να πείση την κοινήν γνώμην και ότι οφείλει να αποσύρη το νομοσχέδιον. — [209, 1366, 379, 1575]
weather-headline-2: ΔΙΕΤΑΧΘΗ Η ΑΝΑΣΤΟΛΗ ΑΠΟΠΛΟΥ ΠΛΟΙΩΝ — [1066, 957, 1441, 975]
body-text: ΓΕΝΕΥΗ, 14. (Ασ. Πρ.). — Αι Ηνωμέναι Πολιτείαι δεν θα καταργήσουν την ατομικήν δύναμιν κρούσεως του ΝΑΤΟ. Απορρίπτουν την πρότασιν της Σοβιετικής Ενώσεως περί δημιουργίας αποατομικοποιημένων ζωνών εις την Ευρώπην. — [1065, 1947, 1442, 1996]
body-text: ΑΒΑΝΑ, 14. (Ρώυτερ). — Ο Δρ Φιντέλ Κάστρο ανεκοίνωσεν ότι θα οργανώση τους νέους εις Σύνδεσμον Κομμουνιστικής Νεολαίας. Ετόνισε δε ότι η επανάστασις είναι σοσιαλιστική και ότι θα συνεχισθή μέχρι τελικής νίκης. — [1065, 412, 1442, 461]
subheading: ΣΧΟΛΙΑ ΤΗΣ ΟΥΑΣΙΓΚΤΩΝ — [1172, 468, 1335, 481]
headline-1: Η ΑΝΤΙΠΟΛΙΤΕΥΣΙΣ ΑΠΟΚΡΟΥΕΙ ΤΗΝ ΠΡΟΙΚΟΔΟΤΗΣΙΝ ΤΗΣ ΣΟΦΙΑΣ — [9, 56, 1052, 96]
subheading: Η ΒΑΣΙΛΙΚΗ ΠΕΡΙΟΥΣΙΑ — [569, 955, 716, 968]
body-text: ΑΒΑΝΑ, 14. (Ρώυτερ). — Ο Δρ Φιντέλ Κάστρο ανεκοίνωσεν ότι θα οργανώση τους νέους εις Σύνδεσμον Κομμουνιστικής Νεολαίας. Ετόνισε δε ότι η επανάστασις είναι σοσιαλιστική και ότι θα συνεχισθή μέχρι τελικής νίκης. — [1065, 486, 1442, 535]
body-text: Ο Υπουργός των Οικονομικών ανέφερεν ότι το ποσόν της προικοδοτήσεως είναι ανάλογον προς τα ισχύσαντα κατά το παρελθόν και ότι οι Έλληνες βασιλείς είναι οι πτωχότεροι των Ευρωπαίων μοναρχών. Ανέφερε δε ότι η βασιλική περιουσία έχει μειωθή σημαντικώς και ότι η χορήγησις είναι υποχρέωσις του κράτους βάσει του Συντάγματος. Ο κ. Παπανδρέου απήντησεν ότι η κυβέρνησις δεν ηδυνήθη να πείση την κοινήν γνώμην και ότι οφείλει να αποσύρη το νομοσχέδιον. — [733, 1905, 897, 2137]
headline-right-2: ΣΥΝΑΝΤΩΝΤΑΙ ΟΙ ΠΡΟΕΔΡΟΙ — [1065, 97, 1443, 137]
body-text: ΔΑΜΑΣΚΟΣ, 14. (Ρώυτερ). — Σήμερον ανεκοινώθη ότι ο Πρόεδρος της Συρίας κ. Κουντσί θα συναντηθή μετά του Προέδρου του Ιράκ κάπου εις την μεθόριον των δύο χωρών. Η συνάντησις θα διεξαχθή υπό άκραν μυστικότητα. — [1065, 188, 1442, 237]
body-text: ΠΑΠΑΠΟΛΙΤΗΣ: Επίσης είναι γνωστόν ότι υπάρχουν τόσαι ανάγκαι εις την χώραν, τόσαι ελλείψεις εις τα σχολεία, τα νοσοκομεία και τα έργα υποδομής. Ο κ. Ίντσες ετόνισεν ότι η Ένωσις Κέντρου θεωρεί την προικοδότησιν ως εθνικόν δράμα. Ανέφερε τέλος ότι ο έρανος των βορείων επαρχιών δια την ενίσχυσιν των πληγέντων εκ των πλημμυρών απέδωσε ελάχιστα ποσά, ενώ η κυβέρνησις εύρε τα κονδύλια δια την προίκα. — [388, 2081, 551, 2265]
article-column-5 — [733, 226, 897, 2358]
article-column-6 — [906, 226, 1050, 2398]
crete-headline-3: ΤΟΥ ΔΙΟΙΚΗΤΟΥ ΤΗΣ ΜΕΡΑΡΧΙΑΣ ΤΗΣ ΚΡΗΤΗΣ — [1063, 1357, 1443, 1375]
body-text: Ο Υπουργός των Οικονομικών ανέφερεν ότι το ποσόν της προικοδοτήσεως είναι ανάλογον προς τα ισχύσαντα κατά το παρελθόν και ότι οι Έλληνες βασιλείς είναι οι πτωχότεροι των Ευρωπαίων μοναρχών. Ανέφερε δε ότι η βασιλική περιουσία έχει μειωθή σημαντικώς και ότι η χορήγησις είναι υποχρέωσις του κράτους βάσει του Συντάγματος. Ο κ. Παπανδρέου απήντησεν ότι η κυβέρνησις δεν ηδυνήθη να πείση την κοινήν γνώμην και ότι οφείλει να αποσύρη το νομοσχέδιον. — [906, 1049, 1050, 1317]
weather-headline-1: ΝΕΦΕΛΩΔΗΣ ΚΑΙΡΟΣ ΜΕΤΑ ΤΟΠΙΚΩΝ ΒΡΟΧΩΝ — [1063, 937, 1443, 955]
rule — [9, 224, 1056, 225]
body-text: ΗΡΑΚΛΕΙΟΝ, 14. — Εις τα επίσημα πρακτικά αναφέρονται αι περί δικτατορίας απαράδεκτοι γνώμαι του διοικητού της Μεραρχίας της Κρήτης, αι οποίαι προεκάλεσαν ζωηράς αντιδράσεις. — [1065, 1458, 1442, 1495]
subheading: ΚΑΙ ΑΛΛΟΤΕ ΚΑΤΕΣΚΡΙΘΗ — [212, 661, 376, 674]
subheading: Ο κ. ΜΠΑΚΑΤΣΕΛΟΣ — [41, 1904, 167, 1918]
body-text: τονισε ότι κατά συνέπειαν είναι ανάγκη να αναθεωρηθή το ύψος της δαπάνης. Ο κ. Διαμαντόπουλος παρετήρησεν ότι το αιτούμενον ποσόν ανέρχεται εις 9.000.000 δραχμάς και ότι η επιβάρυνσις του προϋπολογισμού θα είναι σημαντική. Ο κ. Καλαμαράς απήντησεν ότι η κυβέρνησις εξέτασε το ζήτημα εν όλη του τη εκτάσει και ότι η απόφασις ελήφθη κατόπιν ωρίμου σκέψεως. Εν συνεχεία ο κ. Καλαμαράς ανέγνωσε στοιχεία δια τας χορηγήσεις εις τας βασιλικάς οικογενείας άλλων χωρών. — [906, 765, 1050, 1047]
subheading: Η ΕΔΑ ΑΡΝΕΙΤΑΙ — [591, 1630, 694, 1644]
arrow-marks: ►►► — [13, 226, 61, 256]
subheading: ΟΙ ΕΞΟΡΙΣΤΟΙ ΑΛΗΘΙΝΟΝΟΥΝ — [1160, 542, 1346, 555]
headline-4: ΟΙ ΕΛΛΗΝΕΣ ΒΑΣΙΛΕΙΣ ΕΙΝΑΙ ΟΙ ΠΤΩΧΟΤΕΡΟΙ, ΥΠΟΣΤΗΡΙΖΕΙ Η Ε.Ρ.Ε. — [9, 185, 1052, 222]
body-text: τονισε ότι κατά συνέπειαν είναι ανάγκη να αναθεωρηθή το ύψος της δαπάνης. Ο κ. Διαμαντόπουλος παρετήρησεν ότι το αιτούμενον ποσόν ανέρχεται εις 9.000.000 δραχμάς και ότι η επιβάρυνσις του προϋπολογισμού θα είναι σημαντική. Ο κ. Καλαμαράς απήντησεν ότι η κυβέρνησις εξέτασε το ζήτημα εν όλη του τη εκτάσει και ότι η απόφασις ελήφθη κατόπιν ωρίμου σκέψεως. Εν συνεχεία ο κ. Καλαμαράς ανέγνωσε στοιχεία δια τας χορηγήσεις εις τας βασιλικάς οικογενείας άλλων χωρών. — [906, 2117, 1050, 2398]
body-text: τονισε ότι κατά συνέπειαν είναι ανάγκη να αναθεωρηθή το ύψος της δαπάνης. Ο κ. Διαμαντόπουλος παρετήρησεν ότι το αιτούμενον ποσόν ανέρχεται εις 9.000.000 δραχμάς και ότι η επιβάρυνσις του προϋπολογισμού θα είναι σημαντική. Ο κ. Καλαμαράς απήντησεν ότι η κυβέρνησις εξέτασε το ζήτημα εν όλη του τη εκτάσει και ότι η απόφασις ελήφθη κατόπιν ωρίμου σκέψεως. Εν συνεχεία ο κ. Καλαμαράς ανέγνωσε στοιχεία δια τας χορηγήσεις εις τας βασιλικάς οικογενείας άλλων χωρών. — [388, 226, 551, 445]
body-text: Σε ότι αφορά την περίπτωσιν, όπως εις την συζήτησιν της προικοδοτήσεως, οι εκπρόσωποι της αντιπολιτεύσεως ετόνισαν ότι ο θεσμός είναι αναχρονιστικός και απαράδεκτος δια μίαν σύγχρονον δημοκρατίαν. Ο κ. ομιλητής ετόνισεν ότι ο θεσμός της προικός έχει καταργηθή εις όλας σχεδόν τας χώρας της Ευρώπης και ότι η κυβέρνησις θα έπρεπε να λάβη υπ' όψιν την οικονομικήν κατάστασιν του λαού, ο οποίος στερείται των στοιχειωδών αγαθών. Ο κ. Ηλιού ετόνισεν ότι η κυβέρνησις δεν εζήτησε την γνώμην της Βουλής προ της διαπραγματεύσεως και ότι εχειρίσθη αστόχως το ζήτημα. — [733, 1158, 897, 1426]
body-text: ΠΑΠΑΠΟΛΙΤΗΣ: Επίσης είναι γνωστόν ότι υπάρχουν τόσαι ανάγκαι εις την χώραν, τόσαι ελλείψεις εις τα σχολεία, τα νοσοκομεία και τα έργα υποδομής. Ο κ. Ίντσες ετόνισεν ότι η Ένωσις Κέντρου θεωρεί την προικοδότησιν ως εθνικόν δράμα. Ανέφερε τέλος ότι ο έρανος των βορείων επαρχιών δια την ενίσχυσιν των πληγέντων εκ των πλημμυρών απέδωσε ελάχιστα ποσά, ενώ η κυβέρνησις εύρε τα κονδύλια δια την προίκα. — [209, 2300, 379, 2484]
body-text: Ο Υπουργός των Οικονομικών ανέφερεν ότι το ποσόν της προικοδοτήσεως είναι ανάλογον προς τα ισχύσαντα κατά το παρελθόν και ότι οι Έλληνες βασιλείς είναι οι πτωχότεροι των Ευρωπαίων μοναρχών. Ανέφερε δε ότι η βασιλική περιουσία έχει μειωθή σημαντικώς και ότι η χορήγησις είναι υποχρέωσις του κράτους βάσει του Συντάγματος. Ο κ. Παπανδρέου απήντησεν ότι η κυβέρνησις δεν ηδυνήθη να πείση την κοινήν γνώμην και ότι οφείλει να αποσύρη το νομοσχέδιον. — [733, 679, 897, 911]
continued-label: ΣΥΝΕΧΕΙΑ — [146, 232, 207, 245]
body-text: ΑΒΑΝΑ, 14. (Ρώυτερ). — Ο Δρ Φιντέλ Κάστρο ανεκοίνωσεν ότι θα οργανώση τους νέους εις Σύνδεσμον Κομμουνιστικής Νεολαίας. Ετόνισε δε ότι η επανάστασις είναι σοσιαλιστική και ότι θα συνεχισθή μέχρι τελικής νίκης. — [1065, 560, 1442, 609]
body-text: τονισε ότι κατά συνέπειαν είναι ανάγκη να αναθεωρηθή το ύψος της δαπάνης. Ο κ. Διαμαντόπουλος παρετήρησεν ότι το αιτούμενον ποσόν ανέρχεται εις 9.000.000 δραχμάς και ότι η επιβάρυνσις του προϋπολογισμού θα είναι σημαντική. Ο κ. Καλαμαράς απήντησεν ότι η κυβέρνησις εξέτασε το ζήτημα εν όλη του τη εκτάσει και ότι η απόφασις ελήφθη κατόπιν ωρίμου σκέψεως. Εν συνεχεία ο κ. Καλαμαράς ανέγνωσε στοιχεία δια τας χορηγήσεις εις τας βασιλικάς οικογενείας άλλων χωρών. — [561, 1649, 724, 1870]
weather-story — [1065, 1001, 1442, 1306]
body-text: ΚΑΝΕΛΛΟΠΟΥΛΟΣ: Αι βασιλικαί οικογένειαι των άλλων χωρών έχουν ιδίας περιουσίας. ΔΙΑΜΑΝΤΟΠΟΥΛΟΣ: Η βασιλική περιουσία εν Ελλάδι είναι ελαχίστη. ΠΑΠΑΝΔΡΕΟΥ: Το ζήτημα δεν είναι οικονομικόν αλλά πολιτικόν. Η συζήτησις συνεχίσθη επί μακρόν με ζωηράς διακοπάς εκ μέρους των βουλευτών της αντιπολιτεύσεως. Ο κ. Πασαλίδης ετόνισεν ότι η ΕΔΑ αρνείται κατηγορηματικώς να ψηφίση το νομοσχέδιον και ότι θα καταψηφίση τούτο εν τω συνόλω του. — [388, 1848, 551, 2080]
subheading: ΕΘΝΙΚΟΝ ΔΡΑΜΑ — [761, 1433, 870, 1445]
body-text: Σε ότι αφορά την περίπτωσιν, όπως εις την συζήτησιν της προικοδοτήσεως, οι εκπρόσωποι της αντιπολιτεύσεως ετόνισαν ότι ο θεσμός είναι αναχρονιστικός και απαράδεκτος δια μίαν σύγχρονον δημοκρατίαν. Ο κ. ομιλητής ετόνισεν ότι ο θεσμός της προικός έχει καταργηθή εις όλας σχεδόν τας χώρας της Ευρώπης και ότι η κυβέρνησις θα έπρεπε να λάβη υπ' όψιν την οικονομικήν κατάστασιν του λαού, ο οποίος στερείται των στοιχειωδών αγαθών. Ο κ. Ηλιού ετόνισεν ότι η κυβέρνησις δεν εζήτησε την γνώμην της Βουλής προ της διαπραγματεύσεως και ότι εχειρίσθη αστόχως το ζήτημα. — [209, 1820, 379, 2077]
body-text: τονισε ότι κατά συνέπειαν είναι ανάγκη να αναθεωρηθή το ύψος της δαπάνης. Ο κ. Διαμαντόπουλος παρετήρησεν ότι το αιτούμενον ποσόν ανέρχεται εις 9.000.000 δραχμάς και ότι η επιβάρυνσις του προϋπολογισμού θα είναι σημαντική. Ο κ. Καλαμαράς απήντησεν ότι η κυβέρνησις εξέτασε το ζήτημα εν όλη του τη εκτάσει και ότι η απόφασις ελήφθη κατόπιν ωρίμου σκέψεως. Εν συνεχεία ο κ. Καλαμαράς ανέγνωσε στοιχεία δια τας χορηγήσεις εις τας βασιλικάς οικογενείας άλλων χωρών. — [388, 1393, 551, 1613]
body-text: ΓΕΝΕΥΗ, 14. (Ασ. Πρ.). — Αι Ηνωμέναι Πολιτείαι δεν θα καταργήσουν την ατομικήν δύναμιν κρούσεως του ΝΑΤΟ. Απορρίπτουν την πρότασιν της Σοβιετικής Ενώσεως περί δημιουργίας αποατομικοποιημένων ζωνών εις την Ευρώπην. — [1065, 1846, 1442, 1895]
body-text: Ο Υπουργός των Οικονομικών ανέφερεν ότι το ποσόν της προικοδοτήσεως είναι ανάλογον προς τα ισχύσαντα κατά το παρελθόν και ότι οι Έλληνες βασιλείς είναι οι πτωχότεροι των Ευρωπαίων μοναρχών. Ανέφερε δε ότι η βασιλική περιουσία έχει μειωθή σημαντικώς και ότι η χορήγησις είναι υποχρέωσις του κράτους βάσει του Συντάγματος. Ο κ. Παπανδρέου απήντησεν ότι η κυβέρνησις δεν ηδυνήθη να πείση την κοινήν γνώμην και ότι οφείλει να αποσύρη το νομοσχέδιον. — [209, 226, 379, 433]
subheading: Ο κ. ΠΑΠΑΝΔΡΕΟΥ — [234, 1348, 353, 1362]
body-text: τονισε ότι κατά συνέπειαν είναι ανάγκη να αναθεωρηθή το ύψος της δαπάνης. Ο κ. Διαμαντόπουλος παρετήρησεν ότι το αιτούμενον ποσόν ανέρχεται εις 9.000.000 δραχμάς και ότι η επιβάρυνσις του προϋπολογισμού θα είναι σημαντική. Ο κ. Καλαμαράς απήντησεν ότι η κυβέρνησις εξέτασε το ζήτημα εν όλη του τη εκτάσει και ότι η απόφασις ελήφθη κατόπιν ωρίμου σκέψεως. Εν συνεχεία ο κ. Καλαμαράς ανέγνωσε στοιχεία δια τας χορηγήσεις εις τας βασιλικάς οικογενείας άλλων χωρών. — [561, 459, 724, 679]
body-text: ΠΑΠΑΠΟΛΙΤΗΣ: Επίσης είναι γνωστόν ότι υπάρχουν τόσαι ανάγκαι εις την χώραν, τόσαι ελλείψεις εις τα σχολεία, τα νοσοκομεία και τα έργα υποδομής. Ο κ. Ίντσες ετόνισεν ότι η Ένωσις Κέντρου θεωρεί την προικοδότησιν ως εθνικόν δράμα. Ανέφερε τέλος ότι ο έρανος των βορείων επαρχιών δια την ενίσχυσιν των πληγέντων εκ των πλημμυρών απέδωσε ελάχιστα ποσά, ενώ η κυβέρνησις εύρε τα κονδύλια δια την προίκα. — [906, 544, 1050, 765]
body-text: ΗΡΑΚΛΕΙΟΝ, 14. — Εις τα επίσημα πρακτικά αναφέρονται αι περί δικτατορίας απαράδεκτοι γνώμαι του διοικητού της Μεραρχίας της Κρήτης, αι οποίαι προεκάλεσαν ζωηράς αντιδράσεις. — [1065, 1420, 1442, 1457]
crete-headline-2: ΑΙ ΠΕΡΙ ΔΙΚΤΑΤΟΡΙΑΣ ΑΠΑΡΑΔΕΚΤΟΙ ΓΝΩΜΑΙ — [1063, 1337, 1444, 1355]
venizelos-headline-3: ΕΙΣ ΕΝΤΟΝΟΝ ΑΝΤΙΚΥΒΕΡΝΗΤΙΚΟΝ ΑΓΩΝΑ — [1069, 718, 1437, 736]
body-text: ΗΡΑΚΛΕΙΟΝ, 14. — Εις τα επίσημα πρακτικά αναφέρονται αι περί δικτατορίας απαράδεκτοι γνώμαι του διοικητού της Μεραρχίας της Κρήτης, αι οποίαι προεκάλεσαν ζωηράς αντιδράσεις. — [1065, 1520, 1442, 1556]
body-text: ΚΑΝΕΛΛΟΠΟΥΛΟΣ: Αι βασιλικαί οικογένειαι των άλλων χωρών έχουν ιδίας περιουσίας. ΔΙΑΜΑΝΤΟΠΟΥΛΟΣ: Η βασιλική περιουσία εν Ελλάδι είναι ελαχίστη. ΠΑΠΑΝΔΡΕΟΥ: Το ζήτημα δεν είναι οικονομικόν αλλά πολιτικόν. Η συζήτησις συνεχίσθη επί μακρόν με ζωηράς διακοπάς εκ μέρους των βουλευτών της αντιπολιτεύσεως. Ο κ. Πασαλίδης ετόνισεν ότι η ΕΔΑ αρνείται κατηγορηματικώς να ψηφίση το νομοσχέδιον και ότι θα καταψηφίση τούτο εν τω συνόλω του. — [388, 447, 551, 679]
body-text: Σε ότι αφορά την περίπτωσιν, όπως εις την συζήτησιν της προικοδοτήσεως, οι εκπρόσωποι της αντιπολιτεύσεως ετόνισαν ότι ο θεσμός είναι αναχρονιστικός και απαράδεκτος δια μίαν σύγχρονον δημοκρατίαν. Ο κ. ομιλητής ετόνισεν ότι ο θεσμός της προικός έχει καταργηθή εις όλας σχεδόν τας χώρας της Ευρώπης και ότι η κυβέρνησις θα έπρεπε να λάβη υπ' όψιν την οικονομικήν κατάστασιν του λαού, ο οποίος στερείται των στοιχειωδών αγαθών. Ο κ. Ηλιού ετόνισεν ότι η κυβέρνησις δεν εζήτησε την γνώμην της Βουλής προ της διαπραγματεύσεως και ότι εχειρίσθη αστόχως το ζήτημα. — [11, 2107, 197, 2327]
castro-headline-1: Ο ΔΡ ΦΙΝΤΕΛ ΚΑΣΤΡΟ ΟΡΓΑΝΩΝΕΙ ΤΟΥΣ ΝΕΟΥΣ — [1063, 299, 1444, 318]
body-text: ΗΡΑΚΛΕΙΟΝ, 14. — Εις τα επίσημα πρακτικά αναφέρονται αι περί δικτατορίας απαράδεκτοι γνώμαι του διοικητού της Μεραρχίας της Κρήτης, αι οποίαι προεκάλεσαν ζωηράς αντιδράσεις. — [1065, 1382, 1442, 1418]
nato-headline-1: ΑΙ ΗΝΩΜ. ΠΟΛΙΤΕΙΑΙ ΔΕΝ ΘΑ ΚΑΤΑΡΓΗΣΟΥΝ — [1063, 1761, 1444, 1779]
